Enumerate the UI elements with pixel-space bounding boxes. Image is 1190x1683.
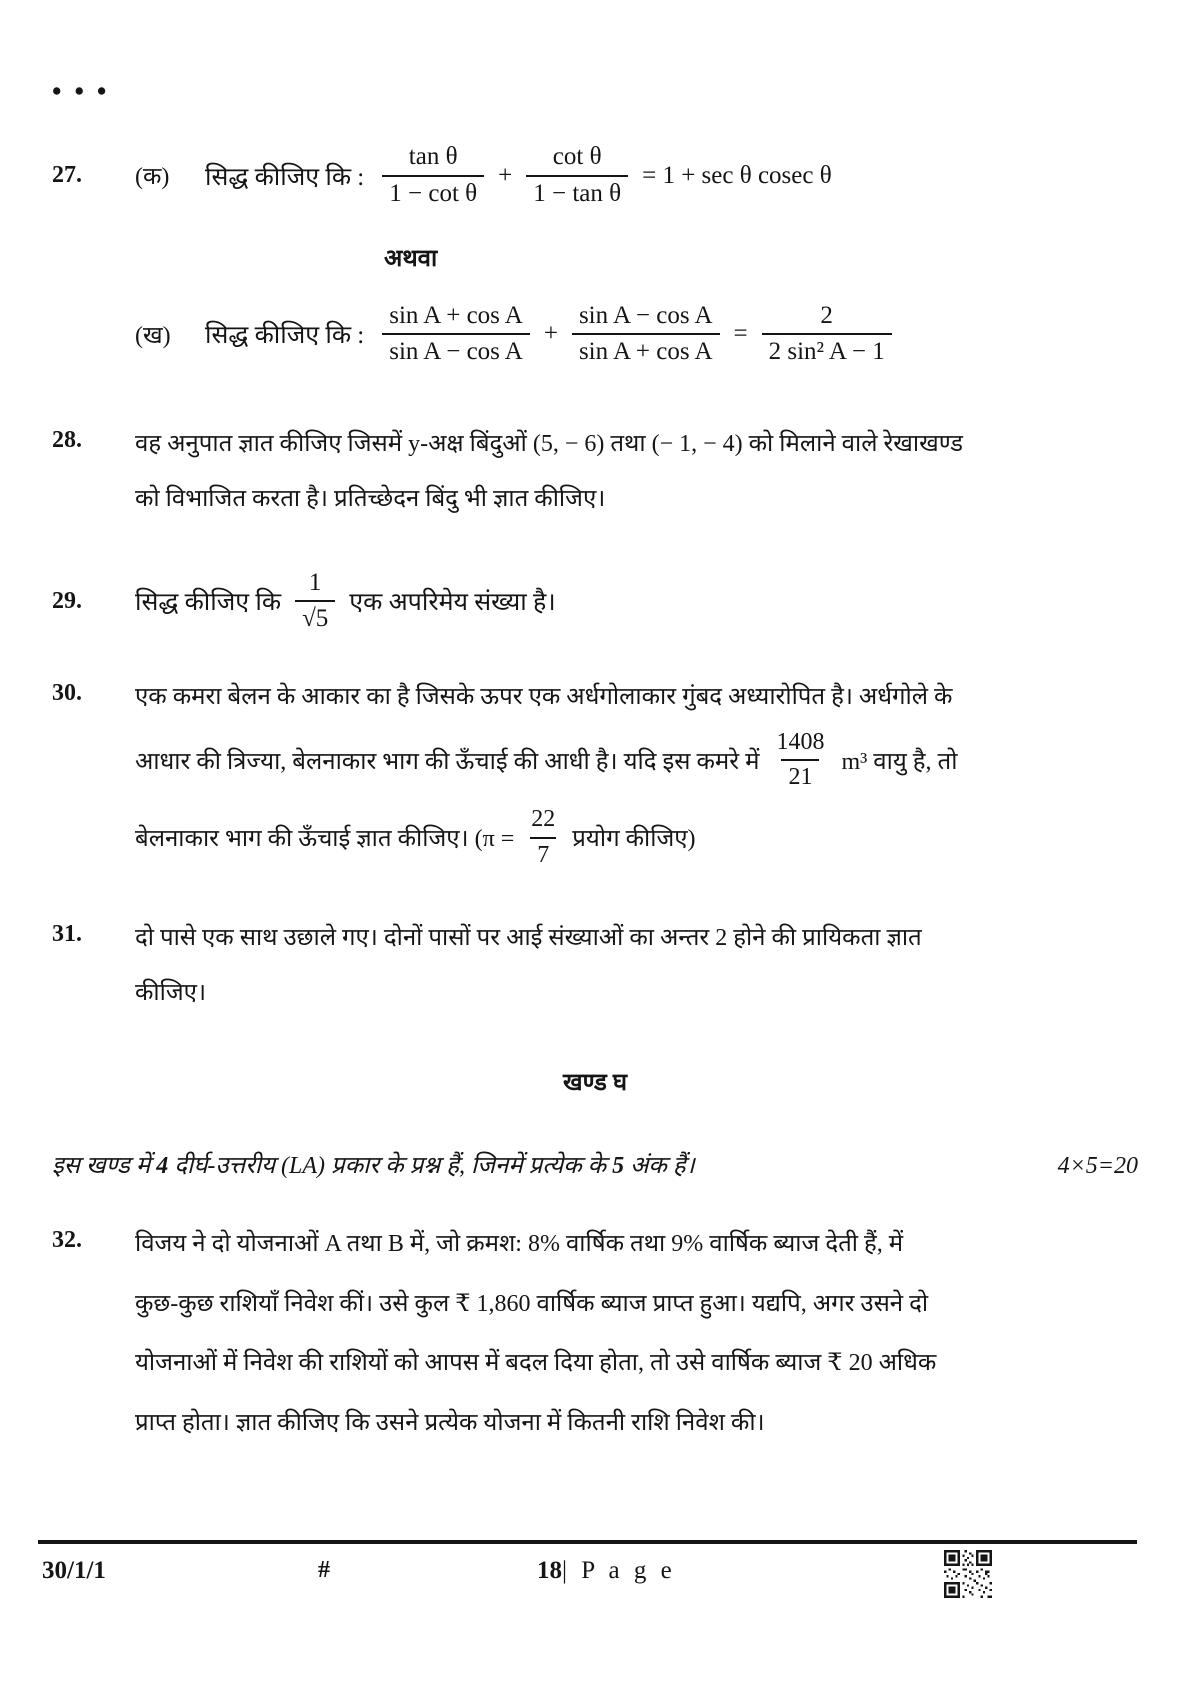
question-32-line4: प्राप्त होता। ज्ञात कीजिए कि उसने प्रत्येक योजना में कितनी राशि निवेश की। [135, 1410, 765, 1437]
question-27b [52, 302, 1138, 368]
question-30-number: 30. [52, 680, 82, 707]
fraction: $\frac{1}{√5}$ [295, 569, 335, 635]
question-28 [52, 427, 1138, 517]
qr-code [944, 1550, 992, 1598]
question-31-line1: दो पासे एक साथ उछाले गए। दोनों पासों पर आई संख्याओं का अन्तर 2 होने की प्रायिकता ज्ञात [135, 925, 922, 952]
section-marks: 4×5=20 [1057, 1152, 1138, 1179]
question-30-line2: आधार की त्रिज्या, बेलनाकार भाग की ऊँचाई की आधी है। यदि इस कमरे में $\frac{1408}{21}$ m³ वायु है, तो [135, 728, 958, 791]
prove-lead-text: सिद्ध कीजिए कि : [205, 163, 365, 191]
page-content [52, 78, 1138, 1441]
question-27a-equation [205, 143, 832, 209]
question-27b-equation [205, 302, 892, 368]
fraction: $\frac{\text{tan θ}}{\text{1 − cot θ}}$ [382, 143, 484, 209]
fraction: $\frac{\text{sin A + cos A}}{\text{sin A − cos A}}$ [382, 302, 530, 368]
question-31 [52, 921, 1138, 1011]
question-32-text [135, 1227, 1138, 1441]
question-28-text [135, 427, 1138, 517]
fraction: $\frac{1408}{21}$ [776, 728, 825, 791]
or-label: अथवा [384, 245, 438, 272]
plus-operator: + [498, 161, 513, 189]
question-29-number: 29. [52, 587, 82, 614]
question-28-line2: को विभाजित करता है। प्रतिच्छेदन बिंदु भी ज्ञात कीजिए। [135, 485, 606, 512]
question-28-number: 28. [52, 427, 82, 453]
footer-hash-mark: # [318, 1557, 330, 1583]
question-28-line1: वह अनुपात ज्ञात कीजिए जिसमें y-अक्ष बिंदुओं (5, − 6) तथा (− 1, − 4) को मिलाने वाले रेखाखण्ड [135, 431, 964, 457]
question-32-line3: योजनाओं में निवेश की राशियों को आपस में बदल दिया होता, तो उसे वार्षिक ब्याज ₹ 20 अधिक [135, 1350, 937, 1377]
footer-divider [38, 1540, 1137, 1544]
fraction: $\frac{22}{7}$ [531, 806, 556, 868]
question-31-number: 31. [52, 921, 82, 948]
page-number: 18| P a g e [537, 1557, 676, 1584]
question-27a [52, 143, 1138, 209]
equals-sign: = [733, 320, 748, 348]
section-heading: खण्ड घ [562, 1069, 628, 1096]
question-29-statement [135, 569, 556, 635]
question-30-text [135, 680, 1138, 869]
equation-rhs: = 1 + sec θ cosec θ [642, 161, 832, 189]
page-marker-dots: ••• [52, 76, 120, 106]
question-30-line1: एक कमरा बेलन के आकार का है जिसके ऊपर एक अर्धगोलाकार गुंबद अध्यारोपित है। अर्धगोले के [135, 684, 953, 711]
question-31-text [135, 921, 1138, 1011]
question-30-line3: बेलनाकार भाग की ऊँचाई ज्ञात कीजिए। (π = $\frac{22}{7}$ प्रयोग कीजिए) [135, 806, 696, 868]
question-30 [52, 680, 1138, 869]
question-32-line2: कुछ-कुछ राशियाँ निवेश कीं। उसे कुल ₹ 1,860 वार्षिक ब्याज प्राप्त हुआ। यद्यपि, अगर उसने दो [135, 1290, 929, 1317]
question-31-line2: कीजिए। [135, 980, 207, 1007]
section-instruction [52, 1148, 1138, 1181]
question-27-number: 27. [52, 162, 82, 189]
plus-operator: + [543, 320, 558, 348]
section-instruction-text: इस खण्ड में 4 दीर्घ-उत्तरीय (LA) प्रकार के प्रश्न हैं, जिनमें प्रत्येक के 5 अंक हैं। [52, 1152, 695, 1179]
fraction: $\frac{2}{\text{2 sin² A − 1}}$ [762, 302, 892, 368]
question-27a-part-label: (क) [135, 164, 170, 191]
question-29 [52, 569, 1138, 635]
fraction: $\frac{\text{sin A − cos A}}{\text{sin A + cos A}}$ [572, 302, 720, 368]
fraction: $\frac{\text{cot θ}}{\text{1 − tan θ}}$ [526, 143, 628, 209]
question-27b-part-label: (ख) [135, 322, 171, 349]
question-32-number: 32. [52, 1226, 82, 1253]
statement-tail: एक अपरिमेय संख्या है। [349, 589, 556, 617]
paper-code: 30/1/1 [42, 1557, 106, 1584]
prove-lead-text: सिद्ध कीजिए कि [135, 589, 282, 617]
prove-lead-text: सिद्ध कीजिए कि : [205, 322, 365, 350]
question-32 [52, 1227, 1138, 1441]
question-32-line1: विजय ने दो योजनाओं A तथा B में, जो क्रमश: 8% वार्षिक तथा 9% वार्षिक ब्याज देती हैं, में [135, 1230, 904, 1257]
